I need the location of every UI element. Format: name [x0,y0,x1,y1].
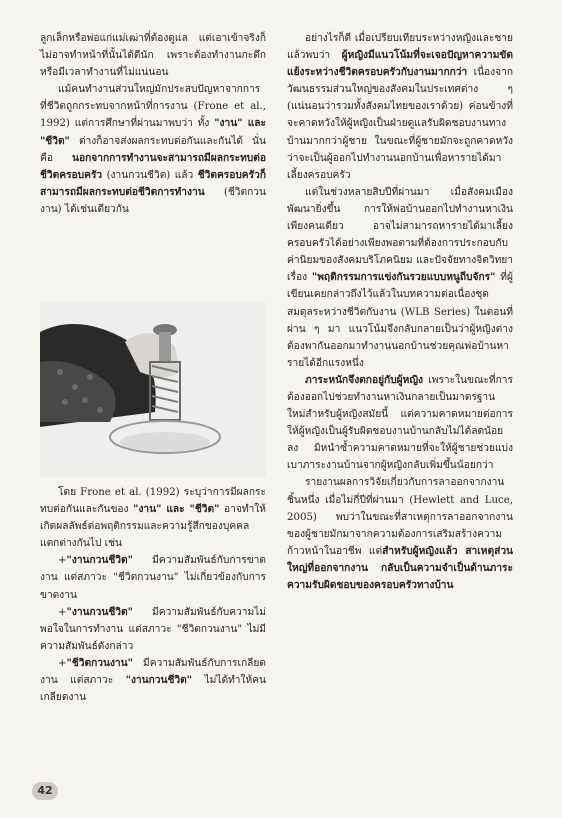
left-column-top [40,30,266,218]
list-item: +"ชีวิตกวนงาน" มีความสัมพันธ์กับการเกลียดงาน แต่สภาวะ "งานกวนชีวิต" ไม่ได้ทำให้คนเกลียดงาน [40,656,266,704]
paragraph: ภาระหนักจึงตกอยู่กับผู้หญิง เพราะในขณะที่การต้องออกไปช่วยทำงานหาเงินกลายเป็นมาตรฐานใหม่สำหรับผู้หญิงสมัยนี้ แต่ความคาดหมายต่อการให้ผู้หญิงเป็นผู้รับผิดชอบงานบ้านกลับไม่ได้ลดน้อยลง มิหนำซ้ำความคาดหมายที่จะให้ผู้ชายช่วยแบ่งเบาภาระงานบ้านจากผู้หญิงกลับเพิ่มขึ้นน้อยกว่า [287,373,513,472]
list-item: +"งานกวนชีวิต" มีความสัมพันธ์กับความไม่พอใจในการทำงาน แต่สภาวะ "ชีวิตกวนงาน" ไม่มีความสัมพันธ์ดังกล่าว [40,605,266,652]
paragraph: รายงานผลการวิจัยเกี่ยวกับการลาออกจากงานชิ้นหนึ่ง เมื่อไม่กี่ปีที่ผ่านมา (Hewlett and Luce, 2005) พบว่าในขณะที่สาเหตุการลาออกจากงานของผู้ชายมักมาจากความต้องการเสริมสร้างความก้าวหน้าในอาชีพ แต่สำหรับผู้หญิงแล้ว สาเหตุส่วนใหญ่ที่ออกจากงาน กลับเป็นความจำเป็นด้านภาระความรับผิดชอบของครอบครัวทางบ้าน [287,477,513,591]
paragraph: ลูกเล็กหรือพ่อแก่แม่เฒ่าที่ต้องดูแล แต่เอาเข้าจริงก็ไม่อาจทำหน้าที่นั้นได้ดีนัก เพราะต้องทำงานกะดึก หรือมีเวลาทำงานที่ไม่แน่นอน [40,33,266,79]
paragraph: แต่ในช่วงหลายสิบปีที่ผ่านมา เมื่อสังคมเมืองพัฒนายิ่งขึ้น การให้พ่อบ้านออกไปทำงานหาเงินเพียงคนเดียว อาจไม่สามารถหารายได้มาเลี้ยงครอบครัวได้อย่างเพียงพอตามที่ต้องการประกอบกับค่านิยมของสังคมบริโภคนิยม และปัจจัยทางจิตวิทยาเรื่อง "พฤติกรรมการแข่งกันรวยแบบหนูถีบจักร" ที่ผู้เขียนเคยกล่าวถึงไว้แล้วในบทความต่อเนื่องชุดสมดุลระหว่างชีวิตกับงาน (WLB Series) ในตอนที่ผ่าน ๆ มา แนวโน้มจึงกลับกลายเป็นว่าผู้หญิงต่างต้องพากันออกมาทำงานนอกบ้านช่วยคุณพ่อบ้านหารายได้อีกแรงหนึ่ง [287,186,513,369]
list-item: +"งานกวนชีวิต" มีความสัมพันธ์กับการขาดงาน แต่สภาวะ "ชีวิตกวนงาน" ไม่เกี่ยวข้องกับการขาดงาน [40,554,266,601]
paragraph: อย่างไรก็ดี เมื่อเปรียบเทียบระหว่างหญิงและชายแล้วพบว่า ผู้หญิงมีแนวโน้มที่จะเจอปัญหาความขัดแย้งระหว่างชีวิตครอบครัวกับงานมากกว่า เนื่องจากวัฒนธรรมส่วนใหญ่ของสังคมในประเทศต่าง ๆ (แน่นอนว่ารวมทั้งสังคมไทยของเราด้วย) ค่อนข้างที่จะคาดหวังให้ผู้หญิงเป็นฝ่ายดูแลรับผิดชอบงานทางบ้านมากกว่าผู้ชาย ในขณะที่ผู้ชายมักจะถูกคาดหวังว่าจะเป็นผู้ออกไปทำงานนอกบ้านเพื่อหารายได้มาเลี้ยงครอบครัว [287,33,513,181]
paragraph: แม้คนทำงานส่วนใหญ่มักประสบปัญหาจากการที่ชีวิตถูกกระทบจากหน้าที่การงาน (Frone et al., 1992) แต่การศึกษาที่ผ่านมาพบว่า ทั้ง "งาน" และ "ชีวิต" ต่างก็อาจส่งผลกระทบต่อกันและกันได้ นั่นคือ นอกจากการทำงานจะสามารถมีผลกระทบต่อชีวิตครอบครัว (งานกวนชีวิต) แล้ว ชีวิตครอบครัวก็สามารถมีผลกระทบต่อชีวิตการทำงาน (ชีวิตกวนงาน) ได้เช่นเดียวกัน [40,84,266,215]
left-column-bottom [40,484,266,706]
page-number: 42 [32,782,58,800]
paragraph: โดย Frone et al. (1992) ระบุว่าการมีผลกระทบต่อกันและกันของ "งาน" และ "ชีวิต" อาจทำให้เกิดผลลัพธ์ต่อพฤติกรรมและความรู้สึกของบุคคลแตกต่างกันไป เช่น [40,487,266,550]
illustration-photo [40,302,266,477]
right-column [287,30,513,594]
